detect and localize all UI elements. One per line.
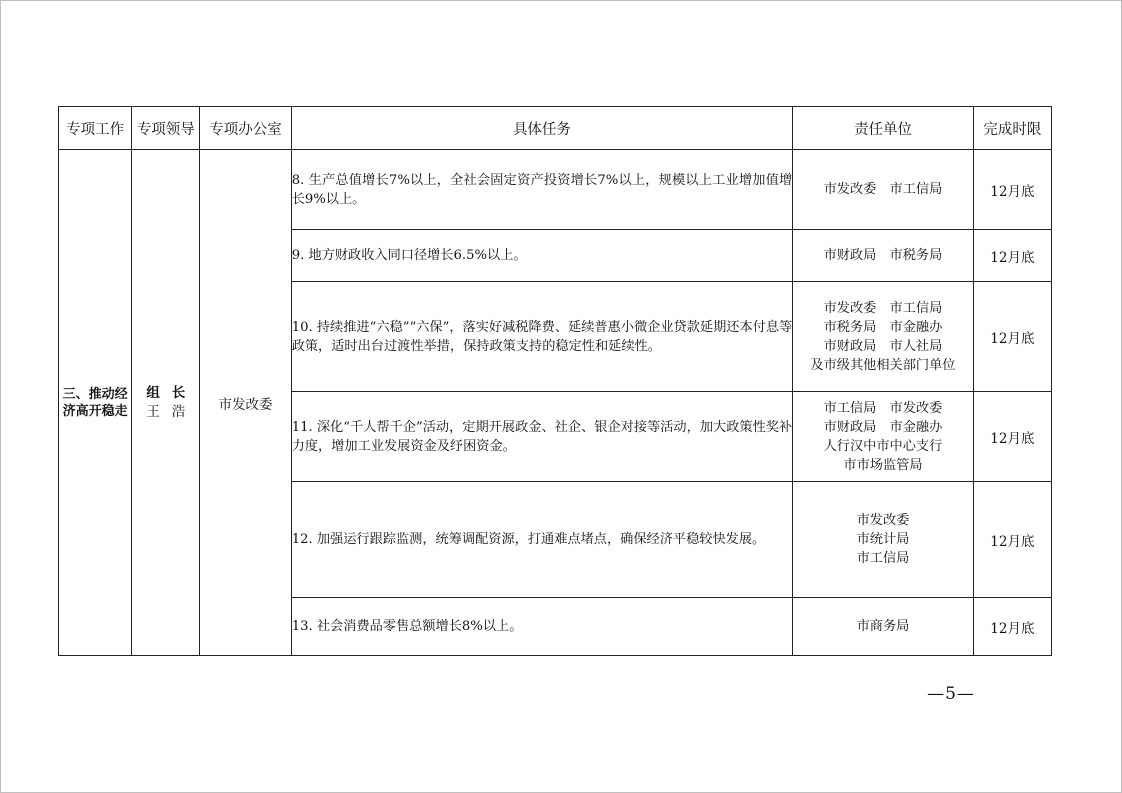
unit-line: 市发改委 (856, 513, 910, 528)
table-row (59, 150, 1052, 230)
header-office: 专项办公室 (200, 107, 291, 150)
header-unit: 责任单位 (793, 107, 974, 150)
unit-cell (793, 392, 974, 482)
unit-line: 市工信局 (856, 551, 910, 566)
unit-line: 市统计局 (856, 532, 910, 547)
header-work: 专项工作 (59, 107, 132, 150)
unit-line: 及市级其他相关部门单位 (810, 357, 956, 373)
unit-cell (793, 282, 974, 392)
task-cell: 8. 生产总值增长7%以上，全社会固定资产投资增长7%以上，规模以上工业增加值增长9%以上。 (291, 150, 793, 230)
page-number: —5— (927, 684, 975, 704)
unit-cell (793, 230, 974, 282)
unit-line: 市财政局 市金融办 (823, 419, 943, 435)
unit-cell (793, 150, 974, 230)
deadline-cell: 12月底 (973, 282, 1051, 392)
header-task: 具体任务 (291, 107, 793, 150)
unit-cell (793, 598, 974, 656)
unit-line: 市财政局 市税务局 (823, 248, 943, 263)
deadline-cell: 12月底 (973, 150, 1051, 230)
unit-line: 市发改委 市工信局 (823, 182, 943, 197)
unit-line: 人行汉中市中心支行 (823, 438, 943, 454)
unit-line: 市税务局 市金融办 (823, 319, 943, 335)
leader-cell (132, 150, 200, 656)
deadline-cell: 12月底 (973, 230, 1051, 282)
unit-line: 市商务局 (856, 619, 910, 634)
header-leader: 专项领导 (132, 107, 200, 150)
header-row (59, 107, 1052, 150)
unit-line: 市发改委 市工信局 (823, 300, 943, 316)
unit-cell (793, 482, 974, 598)
task-cell: 11. 深化“千人帮千企”活动，定期开展政金、社企、银企对接等活动，加大政策性奖补力度，增加工业发展资金及纾困资金。 (291, 392, 793, 482)
task-cell: 10. 持续推进“六稳”“六保”，落实好减税降费、延续普惠小微企业贷款延期还本付息等政策，适时出台过渡性举措，保持政策支持的稳定性和延续性。 (291, 282, 793, 392)
unit-line: 市财政局 市人社局 (823, 338, 943, 354)
work-item-cell: 三、推动经济高开稳走 (59, 150, 132, 656)
task-cell: 13. 社会消费品零售总额增长8%以上。 (291, 598, 793, 656)
header-deadline: 完成时限 (973, 107, 1051, 150)
task-table (58, 106, 1052, 656)
leader-role: 组长 (146, 384, 198, 401)
unit-line: 市工信局 市发改委 (823, 400, 943, 416)
deadline-cell: 12月底 (973, 482, 1051, 598)
deadline-cell: 12月底 (973, 598, 1051, 656)
task-cell: 9. 地方财政收入同口径增长6.5%以上。 (291, 230, 793, 282)
unit-line: 市市场监管局 (843, 457, 923, 473)
task-cell: 12. 加强运行跟踪监测，统筹调配资源，打通难点堵点，确保经济平稳较快发展。 (291, 482, 793, 598)
office-cell: 市发改委 (200, 150, 291, 656)
leader-name: 王浩 (146, 403, 198, 420)
deadline-cell: 12月底 (973, 392, 1051, 482)
